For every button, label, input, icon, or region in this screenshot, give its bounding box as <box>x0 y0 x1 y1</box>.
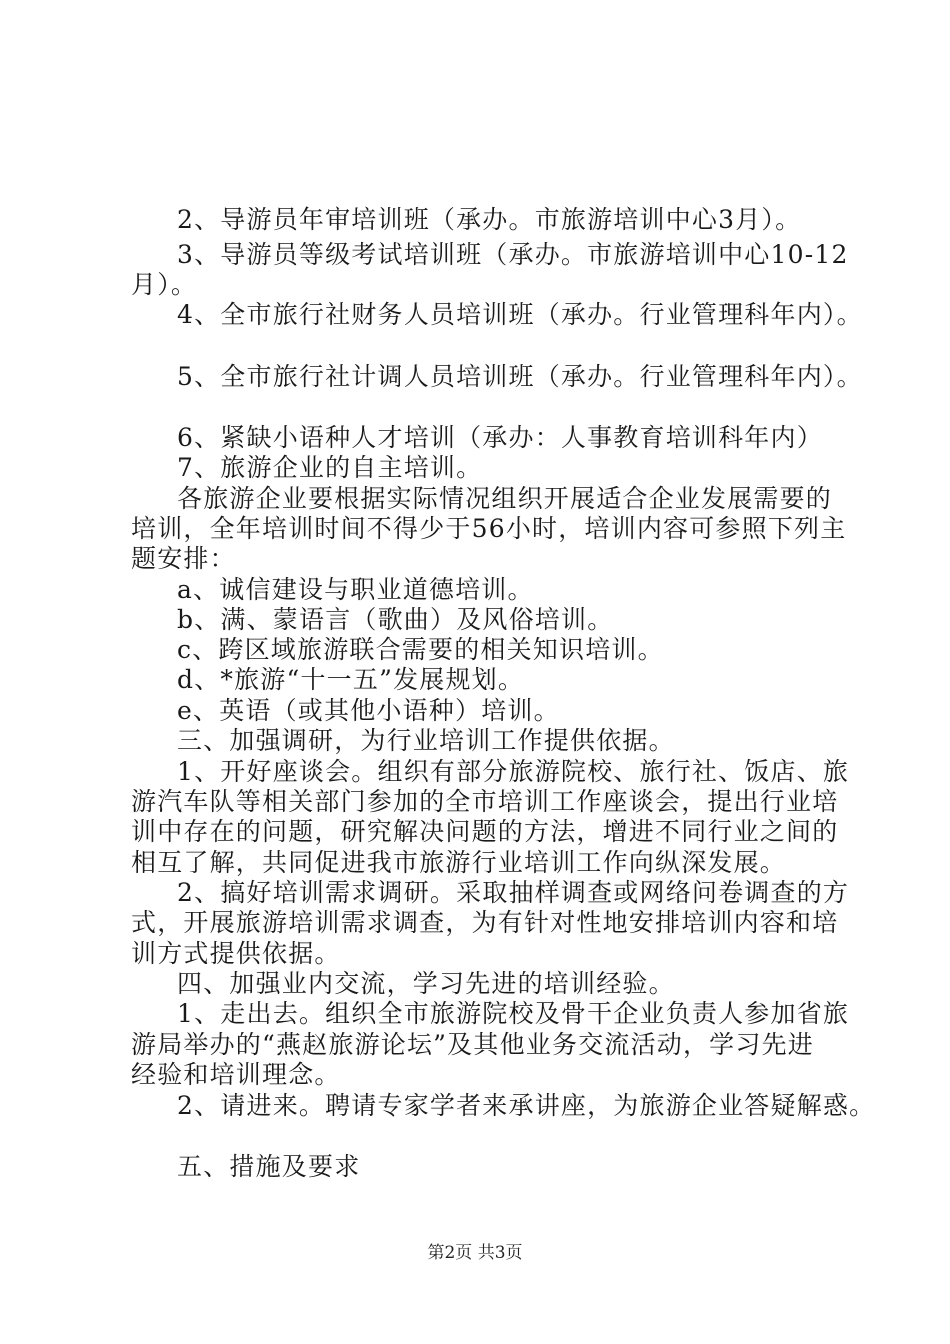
text-line: 2、搞好培训需求调研。采取抽样调查或网络问卷调查的方 <box>177 878 850 907</box>
page-number-footer: 第2页 共3页 <box>427 1243 523 1263</box>
text-line: 6、紧缺小语种人才培训（承办：人事教育培训科年内） <box>177 423 823 452</box>
text-line: 2、请进来。聘请专家学者来承讲座，为旅游企业答疑解惑。 <box>177 1091 876 1120</box>
text-line: b、满、蒙语言（歌曲）及风俗培训。 <box>177 605 614 634</box>
text-line: 游汽车队等相关部门参加的全市培训工作座谈会，提出行业培 <box>131 787 839 816</box>
text-line: d、*旅游“十一五”发展规划。 <box>177 665 525 694</box>
text-line: 1、开好座谈会。组织有部分旅游院校、旅行社、饭店、旅 <box>177 757 850 786</box>
text-line: 训中存在的问题，研究解决问题的方法，增进不同行业之间的 <box>131 817 839 846</box>
text-line: 7、旅游企业的自主培训。 <box>177 453 483 482</box>
text-line: e、英语（或其他小语种）培训。 <box>177 696 560 725</box>
text-line: 训方式提供依据。 <box>131 939 341 968</box>
text-line: 2、导游员年审培训班（承办。市旅游培训中心3月）。 <box>177 205 802 234</box>
text-line: 1、走出去。组织全市旅游院校及骨干企业负责人参加省旅 <box>177 999 850 1028</box>
text-line: 经验和培训理念。 <box>131 1060 341 1089</box>
text-line: 式，开展旅游培训需求调查，为有针对性地安排培训内容和培 <box>131 908 839 937</box>
text-line: c、跨区域旅游联合需要的相关知识培训。 <box>177 635 664 664</box>
text-line: 题安排： <box>131 544 236 573</box>
section-heading: 三、加强调研，为行业培训工作提供依据。 <box>177 726 675 755</box>
text-line: 3、导游员等级考试培训班（承办。市旅游培训中心10-12 <box>177 240 849 269</box>
text-line: 游局举办的“燕赵旅游论坛”及其他业务交流活动，学习先进 <box>131 1030 814 1059</box>
text-line: 4、全市旅行社财务人员培训班（承办。行业管理科年内）。 <box>177 300 863 329</box>
text-line: 培训，全年培训时间不得少于56小时，培训内容可参照下列主 <box>131 514 847 543</box>
section-heading: 五、措施及要求 <box>177 1152 361 1181</box>
text-line: 5、全市旅行社计调人员培训班（承办。行业管理科年内）。 <box>177 362 863 391</box>
text-line: a、诚信建设与职业道德培训。 <box>177 575 534 604</box>
text-line: 各旅游企业要根据实际情况组织开展适合企业发展需要的 <box>177 484 833 513</box>
section-heading: 四、加强业内交流，学习先进的培训经验。 <box>177 969 675 998</box>
text-line: 相互了解，共同促进我市旅游行业培训工作向纵深发展。 <box>131 848 787 877</box>
text-line: 月）。 <box>131 270 198 299</box>
